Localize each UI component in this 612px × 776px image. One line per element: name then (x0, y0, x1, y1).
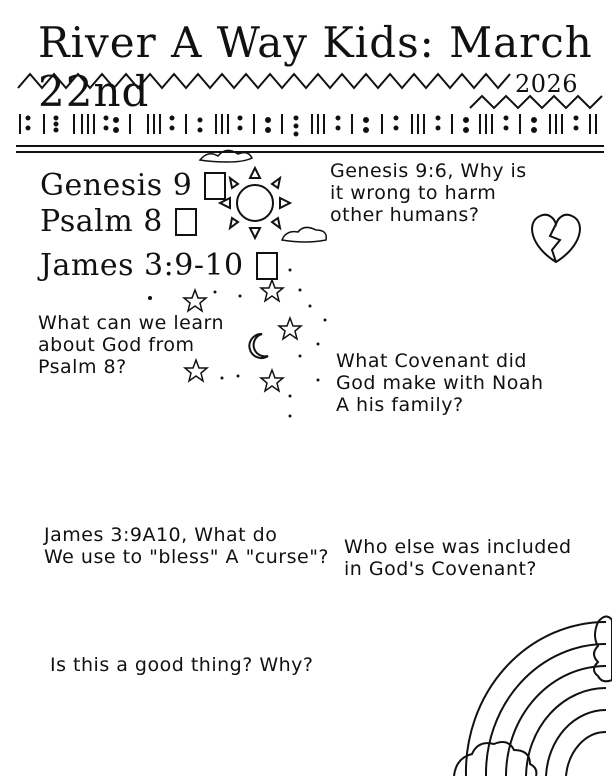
reading-label: James 3:9-10 (40, 248, 244, 283)
question-psalm-learn (38, 312, 224, 378)
pattern-band (20, 114, 596, 136)
question-line: Is this a good thing? Why? (50, 654, 314, 676)
question-covenant-who (344, 536, 572, 580)
reading-item-psalm (40, 204, 197, 239)
question-good-thing (50, 654, 314, 676)
rainbow-icon (454, 616, 612, 776)
question-line: it wrong to harm (330, 182, 497, 204)
reading-label: Psalm 8 (40, 204, 163, 239)
question-line: We use to "bless" A "curse"? (44, 546, 330, 568)
reading-checkbox[interactable] (204, 172, 226, 200)
moon-icon (249, 334, 268, 358)
question-james-bless (44, 524, 329, 568)
question-line: A his family? (336, 394, 464, 416)
reading-label: Genesis 9 (40, 168, 193, 203)
question-line: What Covenant did (336, 350, 527, 372)
question-line: What can we learn (38, 312, 225, 334)
question-line: Genesis 9:6, Why is (330, 160, 527, 182)
question-genesis-harm (330, 160, 527, 226)
reading-checkbox[interactable] (256, 252, 278, 280)
reading-checkbox[interactable] (175, 208, 197, 236)
question-line: Psalm 8? (38, 356, 127, 378)
title-year: 2026 (515, 70, 579, 98)
broken-heart-icon (532, 215, 580, 262)
reading-item-genesis (40, 168, 226, 203)
reading-item-james (40, 248, 278, 283)
question-line: other humans? (330, 204, 480, 226)
question-line: James 3:9A10, What do (44, 524, 278, 546)
question-line: God make with Noah (336, 372, 544, 394)
question-line: Who else was included (344, 536, 572, 558)
question-line: in God's Covenant? (344, 558, 538, 580)
question-line: about God from (38, 334, 195, 356)
sun-icon (220, 168, 290, 238)
cloud-icon-2 (282, 227, 326, 242)
page-title: River A Way Kids: March 22nd (38, 18, 593, 116)
question-covenant-noah (336, 350, 544, 416)
